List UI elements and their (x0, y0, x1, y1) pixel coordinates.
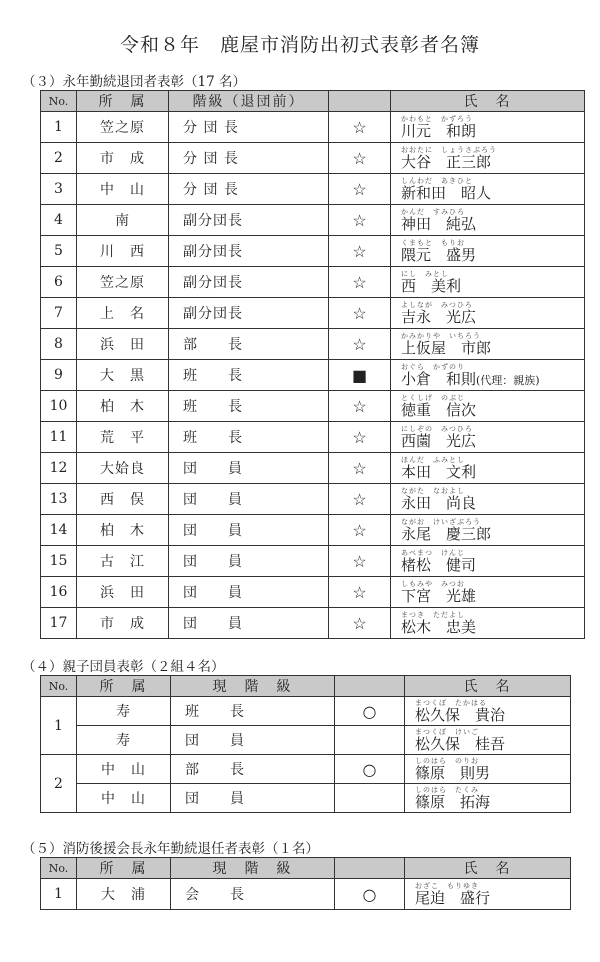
affiliation: 柏 木 (77, 391, 169, 422)
name-furigana: まつくぼ けいご (415, 727, 479, 736)
name-cell (391, 298, 585, 329)
row-number: 12 (41, 453, 77, 484)
name-cell (391, 577, 585, 608)
rank: 副分団長 (169, 236, 329, 267)
row-number: 9 (41, 360, 77, 391)
affiliation: 市 成 (77, 143, 169, 174)
rank: 団 員 (169, 515, 329, 546)
person-name: 吉永 光広 (401, 307, 477, 326)
name-furigana: にしぞの みつひろ (401, 424, 473, 433)
name-cell (391, 422, 585, 453)
person-name: 尾迫 盛行 (415, 888, 491, 907)
attendance-mark: ○ (335, 697, 405, 726)
name-cell (391, 174, 585, 205)
table-row (41, 879, 571, 910)
header-current-rank: 現 階 級 (171, 858, 335, 879)
name-furigana: まつき ただよし (401, 610, 465, 619)
person-name: 神田 純弘 (401, 214, 477, 233)
attendance-mark: ☆ (329, 453, 391, 484)
affiliation: 大姶良 (77, 453, 169, 484)
row-number: 17 (41, 608, 77, 639)
name-furigana: おざこ もりゆき (415, 881, 479, 890)
name-cell (391, 360, 585, 391)
affiliation: 笠之原 (77, 267, 169, 298)
table-row (41, 546, 585, 577)
attendance-mark: ☆ (329, 577, 391, 608)
attendance-mark: ○ (335, 879, 405, 910)
affiliation: 中 山 (77, 174, 169, 205)
attendance-mark: ☆ (329, 174, 391, 205)
table-row (41, 726, 571, 755)
section4-heading: （４）親子団員表彰（２組４名） (22, 659, 225, 675)
attendance-mark: ☆ (329, 391, 391, 422)
person-name: 隈元 盛男 (401, 245, 477, 264)
rank: 会 長 (171, 879, 335, 910)
name-cell (391, 391, 585, 422)
group-number: 2 (41, 755, 77, 813)
affiliation: 浜 田 (77, 329, 169, 360)
rank: 班 長 (169, 360, 329, 391)
attendance-mark: ☆ (329, 236, 391, 267)
row-number: 13 (41, 484, 77, 515)
affiliation: 中 山 (77, 784, 171, 813)
affiliation: 寿 (77, 726, 171, 755)
affiliation: 南 (77, 205, 169, 236)
header-affiliation: 所 属 (77, 676, 171, 697)
table-row (41, 298, 585, 329)
table-row (41, 236, 585, 267)
table-row (41, 174, 585, 205)
person-name: 永尾 慶三郎 (401, 524, 492, 543)
table-row (41, 453, 585, 484)
header-name: 氏 名 (405, 858, 571, 879)
name-furigana: かみかりや いちろう (401, 331, 481, 340)
table-row (41, 608, 585, 639)
section3-header-row (41, 91, 585, 112)
person-name: 本田 文利 (401, 462, 477, 481)
name-furigana: くまもと もりお (401, 238, 465, 247)
rank: 班 長 (169, 422, 329, 453)
document-title: 令和８年 鹿屋市消防出初式表彰者名簿 (119, 34, 480, 56)
header-name: 氏 名 (405, 676, 571, 697)
person-name: 篠原 則男 (415, 763, 491, 782)
table-row (41, 391, 585, 422)
name-furigana: ながた なおよし (401, 486, 465, 495)
row-number: 3 (41, 174, 77, 205)
rank: 団 員 (169, 577, 329, 608)
name-cell (391, 515, 585, 546)
table-row (41, 484, 585, 515)
attendance-mark: ☆ (329, 515, 391, 546)
name-cell (391, 329, 585, 360)
section5-header-row (41, 858, 571, 879)
rank: 分 団 長 (169, 174, 329, 205)
affiliation: 上 名 (77, 298, 169, 329)
name-furigana: あべまつ けんじ (401, 548, 465, 557)
affiliation: 柏 木 (77, 515, 169, 546)
header-name: 氏 名 (391, 91, 585, 112)
person-name: 新和田 昭人 (401, 183, 492, 202)
header-no: No. (41, 91, 77, 112)
person-name: 永田 尚良 (401, 493, 477, 512)
rank: 団 員 (169, 608, 329, 639)
name-furigana: ながお けいざぶろう (401, 517, 481, 526)
table-row (41, 515, 585, 546)
rank: 団 員 (169, 546, 329, 577)
rank: 副分団長 (169, 205, 329, 236)
person-name: 大谷 正三郎 (401, 152, 492, 171)
section4-header-row (41, 676, 571, 697)
person-name: 楮松 健司 (401, 555, 477, 574)
attendance-mark: ☆ (329, 298, 391, 329)
name-furigana: しのはら たくみ (415, 785, 479, 794)
section5-heading: （５）消防後援会長永年勤続退任者表彰（１名） (22, 841, 319, 857)
rank: 分 団 長 (169, 143, 329, 174)
attendance-mark: ☆ (329, 143, 391, 174)
proxy-note: (代理：親族) (476, 373, 540, 387)
header-affiliation: 所 属 (77, 91, 169, 112)
row-number: 10 (41, 391, 77, 422)
name-furigana: おおたに しょうさぶろう (401, 145, 497, 154)
rank: 副分団長 (169, 298, 329, 329)
attendance-mark: ☆ (329, 608, 391, 639)
name-cell (391, 546, 585, 577)
affiliation: 荒 平 (77, 422, 169, 453)
affiliation: 川 西 (77, 236, 169, 267)
name-cell (405, 784, 571, 813)
rank: 班 長 (169, 391, 329, 422)
person-name: 松久保 貴治 (415, 705, 506, 724)
name-cell (391, 608, 585, 639)
row-number: 7 (41, 298, 77, 329)
affiliation: 西 俣 (77, 484, 169, 515)
attendance-mark: ○ (335, 755, 405, 784)
affiliation: 笠之原 (77, 112, 169, 143)
name-furigana: しのはら のりお (415, 756, 479, 765)
name-cell (391, 267, 585, 298)
section3-table (40, 90, 585, 639)
rank: 団 員 (169, 453, 329, 484)
row-number: 6 (41, 267, 77, 298)
name-cell (391, 205, 585, 236)
table-row (41, 205, 585, 236)
person-name: 上仮屋 市郎 (401, 338, 492, 357)
header-no: No. (41, 676, 77, 697)
row-number: 4 (41, 205, 77, 236)
name-cell (405, 755, 571, 784)
row-number: 15 (41, 546, 77, 577)
table-row (41, 755, 571, 784)
header-mark (329, 91, 391, 112)
header-no: No. (41, 858, 77, 879)
table-row (41, 143, 585, 174)
attendance-mark (335, 726, 405, 755)
attendance-mark: ☆ (329, 205, 391, 236)
rank: 団 員 (171, 784, 335, 813)
person-name: 小倉 和則 (401, 369, 477, 388)
name-furigana: とくしげ のぶじ (401, 393, 465, 402)
row-number: 8 (41, 329, 77, 360)
person-name: 川元 和朗 (401, 121, 477, 140)
name-cell (405, 726, 571, 755)
row-number: 5 (41, 236, 77, 267)
table-row (41, 112, 585, 143)
attendance-mark: ☆ (329, 267, 391, 298)
name-furigana: おぐら かずのり (401, 362, 465, 371)
name-furigana: まつくぼ たかはる (415, 698, 487, 707)
rank: 団 員 (171, 726, 335, 755)
affiliation: 大 浦 (77, 879, 171, 910)
row-number: 14 (41, 515, 77, 546)
rank: 分 団 長 (169, 112, 329, 143)
affiliation: 市 成 (77, 608, 169, 639)
section5-table (40, 857, 571, 910)
name-furigana: かわもと かずろう (401, 114, 473, 123)
attendance-mark (335, 784, 405, 813)
name-cell (391, 112, 585, 143)
header-current-rank: 現 階 級 (171, 676, 335, 697)
attendance-mark: ☆ (329, 112, 391, 143)
affiliation: 大 黒 (77, 360, 169, 391)
affiliation: 寿 (77, 697, 171, 726)
attendance-mark: ■ (329, 360, 391, 391)
attendance-mark: ☆ (329, 484, 391, 515)
name-furigana: かんだ すみひろ (401, 207, 465, 216)
rank: 団 員 (169, 484, 329, 515)
table-row (41, 360, 585, 391)
row-number: 11 (41, 422, 77, 453)
row-number: 1 (41, 879, 77, 910)
attendance-mark: ☆ (329, 422, 391, 453)
section4-table (40, 675, 571, 813)
rank: 部 長 (171, 755, 335, 784)
name-furigana: しもみや みつお (401, 579, 465, 588)
affiliation: 古 江 (77, 546, 169, 577)
name-cell (391, 484, 585, 515)
name-furigana: にし みとし (401, 269, 449, 278)
group-number: 1 (41, 697, 77, 755)
name-furigana: ほんだ ふみとし (401, 455, 465, 464)
table-row (41, 422, 585, 453)
header-mark (335, 676, 405, 697)
header-affiliation: 所 属 (77, 858, 171, 879)
person-name: 下宮 光雄 (401, 586, 477, 605)
name-cell (405, 879, 571, 910)
row-number: 1 (41, 112, 77, 143)
person-name: 松木 忠美 (401, 617, 477, 636)
section3-heading: （３）永年勤続退団者表彰（17 名） (22, 74, 246, 90)
attendance-mark: ☆ (329, 546, 391, 577)
affiliation: 中 山 (77, 755, 171, 784)
table-row (41, 267, 585, 298)
header-mark (335, 858, 405, 879)
name-furigana: しんわだ あきひと (401, 176, 473, 185)
affiliation: 浜 田 (77, 577, 169, 608)
name-cell (391, 236, 585, 267)
person-name: 篠原 拓海 (415, 792, 491, 811)
table-row (41, 329, 585, 360)
rank: 班 長 (171, 697, 335, 726)
person-name: 徳重 信次 (401, 400, 477, 419)
name-cell (405, 697, 571, 726)
table-row (41, 697, 571, 726)
rank: 部 長 (169, 329, 329, 360)
person-name: 松久保 桂吾 (415, 734, 506, 753)
person-name: 西薗 光広 (401, 431, 477, 450)
name-cell (391, 143, 585, 174)
header-rank: 階級（退団前） (169, 91, 329, 112)
person-name: 西 美利 (401, 276, 462, 295)
rank: 副分団長 (169, 267, 329, 298)
attendance-mark: ☆ (329, 329, 391, 360)
name-furigana: よしなが みつひろ (401, 300, 473, 309)
row-number: 16 (41, 577, 77, 608)
table-row (41, 577, 585, 608)
name-cell (391, 453, 585, 484)
row-number: 2 (41, 143, 77, 174)
table-row (41, 784, 571, 813)
